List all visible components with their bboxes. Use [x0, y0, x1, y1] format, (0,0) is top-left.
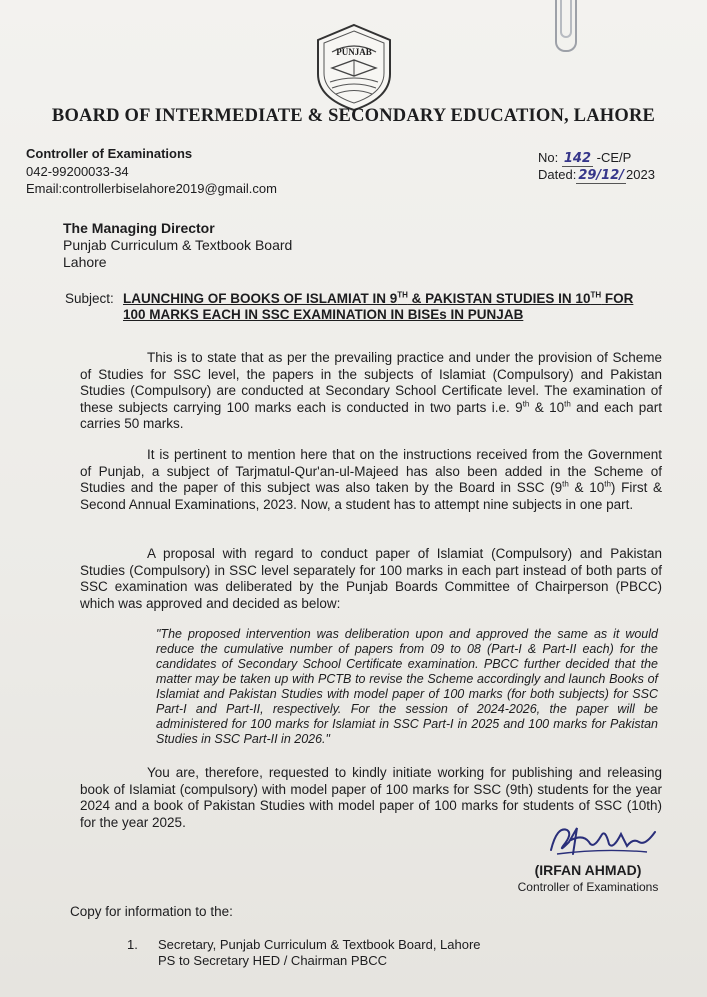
- reference-no-label: No:: [538, 150, 559, 165]
- subject-part-3: FOR 100 MARKS EACH IN SSC EXAMINATION IN BISEs IN PUNJAB: [123, 291, 634, 322]
- sender-phone: 042-99200033-34: [26, 163, 129, 179]
- reference-no-suffix: -CE/P: [596, 150, 632, 165]
- copy-item-number: 1.: [127, 937, 138, 952]
- subject-line: [65, 291, 655, 323]
- body-paragraph-1: [80, 350, 662, 433]
- copy-heading: Copy for information to the:: [70, 904, 233, 919]
- copy-item-line-2: PS to Secretary HED / Chairman PBCC: [158, 953, 388, 968]
- body-paragraph-request: You are, therefore, requested to kindly initiate working for publishing and releasing book of Islamiat (compulsory) with model paper of 100 marks for SSC (9th) students for the year 2024 and a book of Pakistan Studies with model paper of 100 marks for students of SSC (10th) for the year 2025.: [80, 765, 662, 830]
- p2-text-c: ) First & Second Annual Examinations, 2023. Now, a student has to attempt nine subjects in one part.: [80, 480, 663, 512]
- sender-email: Email:controllerbiselahore2019@gmail.com: [26, 181, 277, 196]
- pbcc-decision-quote: "The proposed intervention was deliberation upon and approved the same as it would reduce the cumulative number of papers from 09 to 08 (Part-I & Part-II each) for the candidates of Secondary School Certificate examination. PBCC further decided that the matter may be taken up with PCTB to revise the Scheme accordingly and launch Books of Islamiat and Pakistan Studies with model paper of 100 marks (for both subjects) for SSC Part-I and Part-II, respectively. For the session of 2024-2026, the paper will be administered for 100 marks for Islamiat in SSC Part-I in 2025 and 100 marks for Pakistan Studies in SSC Part-II in 2026.": [156, 627, 658, 746]
- reference-block: [538, 150, 655, 184]
- copy-list-item: [127, 937, 481, 969]
- p1-text-a: This is to state that as per the prevailing practice and under the provision of Scheme of Studies for SSC level, the papers in the subjects of Islamiat (Compulsory) and Pakistan Studies (Compulsory) are conducted at Secondary School Certificate level. The examination of these subjects carrying 100 marks each is conducted in two parts i.e. 9: [80, 350, 662, 415]
- body-paragraph-3: A proposal with regard to conduct paper of Islamiat (Compulsory) and Pakistan Studies (Compulsory) in SSC level separately for 100 marks in each part instead of both parts of SSC examination was deliberated by the Punjab Boards Committee of Chairperson (PBCC) which was approved and decided as below:: [80, 546, 662, 611]
- copy-item-line-1: Secretary, Punjab Curriculum & Textbook Board, Lahore: [158, 937, 481, 952]
- sender-role: Controller of Examinations: [26, 146, 193, 161]
- p2-text-a: It is pertinent to mention here that on the instructions received from the Government of Punjab, a subject of Tarjmatul-Qur'an-ul-Majeed has also been added in the Scheme of Studies and the paper of this subject was also taken by the Board in SSC (9: [80, 447, 662, 495]
- p2-sup-2: th: [604, 479, 611, 489]
- signatory-block: [508, 862, 668, 894]
- recipient-org: Punjab Curriculum & Textbook Board: [63, 237, 293, 253]
- reference-dated-year: 2023: [626, 167, 655, 182]
- paper-clip-icon: [555, 0, 577, 52]
- signature-icon: [543, 820, 663, 860]
- p2-sup-1: th: [562, 479, 569, 489]
- board-title: BOARD OF INTERMEDIATE & SECONDARY EDUCATION, LAHORE: [51, 106, 656, 126]
- subject-sup-1: TH: [397, 290, 408, 300]
- signatory-title: Controller of Examinations: [517, 880, 659, 894]
- subject-part-2: & PAKISTAN STUDIES IN 10: [407, 291, 591, 306]
- sender-block: [26, 145, 277, 198]
- p2-text-b: & 10: [568, 480, 605, 495]
- recipient-block: [63, 220, 292, 271]
- reference-date-line: [538, 167, 655, 184]
- p1-sup-1: th: [522, 399, 530, 408]
- reference-no-value: 142: [563, 151, 591, 166]
- recipient-city: Lahore: [63, 254, 107, 270]
- subject-text: [123, 291, 655, 323]
- p1-text-b: & 10: [529, 399, 565, 415]
- recipient-name: The Managing Director: [63, 220, 215, 236]
- crest-text: PUNJAB: [336, 47, 372, 57]
- p1-sup-2: th: [564, 399, 571, 408]
- p1-text-c: and each part carries 50 marks.: [80, 399, 662, 431]
- board-crest-icon: [312, 22, 396, 112]
- reference-dated-label: Dated:: [538, 167, 577, 182]
- subject-sup-2: TH: [590, 290, 602, 300]
- reference-dated-value: 29/12/: [578, 168, 624, 183]
- body-paragraph-2: [80, 447, 662, 513]
- signatory-name: (IRFAN AHMAD): [534, 862, 642, 878]
- subject-label: Subject:: [65, 291, 114, 306]
- subject-part-1: LAUNCHING OF BOOKS OF ISLAMIAT IN 9: [123, 291, 398, 306]
- reference-number-line: [538, 150, 655, 167]
